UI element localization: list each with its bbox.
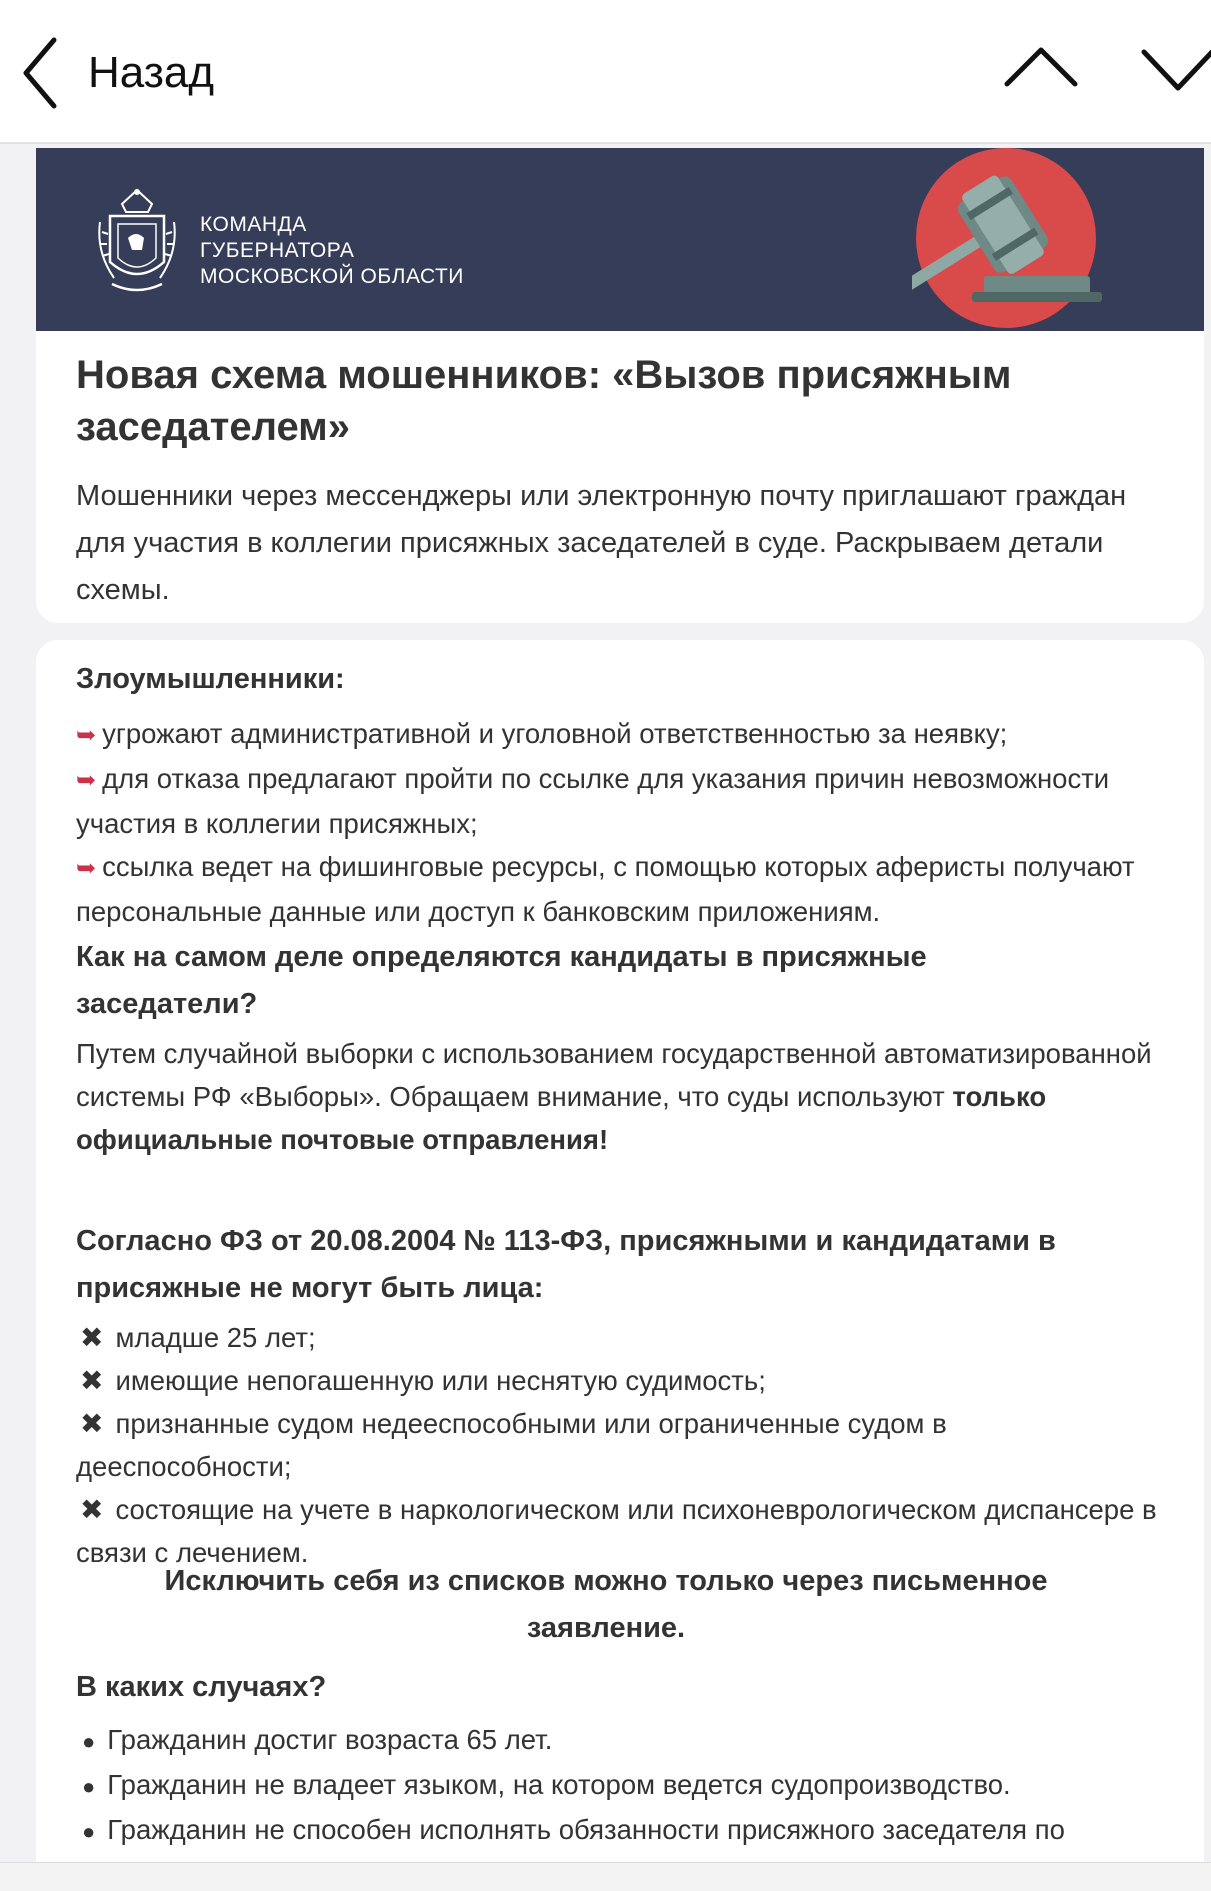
list-item-text: состоящие на учете в наркологическом или психоневрологическом диспансере в связи с лечением. xyxy=(76,1494,1157,1568)
chevron-left-icon xyxy=(20,34,60,112)
list-item-text: Гражданин достиг возраста 65 лет. xyxy=(107,1724,553,1755)
list-item-text: ссылка ведет на фишинговые ресурсы, с помощью которых аферисты получают персональные данные или доступ к банковским приложениям. xyxy=(76,851,1135,927)
selection-paragraph xyxy=(76,1032,1166,1161)
list-item xyxy=(76,1316,1166,1359)
back-label: Назад xyxy=(88,48,215,97)
bullet-icon: ● xyxy=(82,1819,96,1844)
gavel-icon xyxy=(912,148,1172,331)
fraudsters-list xyxy=(76,712,1166,933)
section-heading-selection: Как на самом деле определяются кандидаты в присяжные заседатели? xyxy=(76,941,927,1020)
list-item-text: для отказа предлагают пройти по ссылке для указания причин невозможности участия в коллегии присяжных; xyxy=(76,763,1110,839)
ineligible-list xyxy=(76,1316,1166,1574)
article-header-card xyxy=(36,331,1204,623)
article-scroll-area[interactable] xyxy=(0,144,1211,1890)
chevron-down-icon xyxy=(1140,44,1211,94)
banner-line-2: ГУБЕРНАТОРА xyxy=(200,239,355,262)
bottom-toolbar xyxy=(0,1862,1211,1891)
banner-line-3: МОСКОВСКОЙ ОБЛАСТИ xyxy=(200,265,464,288)
bullet-icon: ● xyxy=(82,1774,96,1799)
list-item xyxy=(76,1808,1166,1853)
article-title: Новая схема мошенников: «Вызов присяжным заседателем» xyxy=(76,353,1012,449)
back-button[interactable] xyxy=(20,28,214,118)
cross-icon: ✖ xyxy=(80,1494,104,1525)
banner-line-1: КОМАНДА xyxy=(200,213,307,236)
cross-icon: ✖ xyxy=(80,1365,104,1396)
top-navigation-bar xyxy=(0,0,1211,144)
selection-bold-text: только официальные почтовые отправления! xyxy=(76,1081,1047,1155)
section-heading-fraudsters: Злоумышленники: xyxy=(76,663,345,695)
list-item xyxy=(76,712,1166,757)
list-item xyxy=(76,845,1166,933)
list-item-text: угрожают административной и уголовной ответственностью за неявку; xyxy=(102,718,1008,749)
header-banner xyxy=(36,148,1204,331)
arrow-icon: ➥ xyxy=(76,855,97,882)
list-item xyxy=(76,1402,1166,1488)
list-item xyxy=(76,1359,1166,1402)
bullet-icon: ● xyxy=(82,1729,96,1754)
banner-title xyxy=(200,212,520,290)
arrow-icon: ➥ xyxy=(76,722,97,749)
section-heading-law: Согласно ФЗ от 20.08.2004 № 113-ФЗ, присяжными и кандидатами в присяжные не могут быть лица: xyxy=(76,1225,1056,1304)
article-body-card xyxy=(36,640,1204,1890)
section-heading-cases: В каких случаях? xyxy=(76,1671,327,1703)
list-item xyxy=(76,1763,1166,1808)
coat-of-arms-icon xyxy=(92,182,182,302)
previous-button[interactable] xyxy=(1003,44,1079,93)
cases-list xyxy=(76,1718,1166,1853)
exclusion-notice: Исключить себя из списков можно только через письменное заявление. xyxy=(164,1565,1048,1644)
list-item-text: Гражданин не способен исполнять обязанности присяжного заседателя по xyxy=(107,1814,1065,1845)
cross-icon: ✖ xyxy=(80,1408,104,1439)
list-item-text: имеющие непогашенную или неснятую судимость; xyxy=(115,1365,766,1396)
cross-icon: ✖ xyxy=(80,1322,104,1353)
selection-text: Путем случайной выборки с использованием государственной автоматизированной системы РФ «Выборы». Обращаем внимание, что суды используют xyxy=(76,1038,1152,1112)
list-item-text: Гражданин не владеет языком, на котором ведется судопроизводство. xyxy=(107,1769,1011,1800)
list-item xyxy=(76,1718,1166,1763)
list-item xyxy=(76,757,1166,845)
list-item-text: признанные судом недееспособными или ограниченные судом в дееспособности; xyxy=(76,1408,947,1482)
list-item-text: младше 25 лет; xyxy=(115,1322,316,1353)
next-button[interactable] xyxy=(1140,44,1211,99)
article-lead: Мошенники через мессенджеры или электронную почту приглашают граждан для участия в коллегии присяжных заседателей в суде. Раскрываем детали схемы. xyxy=(76,480,1127,606)
chevron-up-icon xyxy=(1003,44,1079,88)
arrow-icon: ➥ xyxy=(76,767,97,794)
